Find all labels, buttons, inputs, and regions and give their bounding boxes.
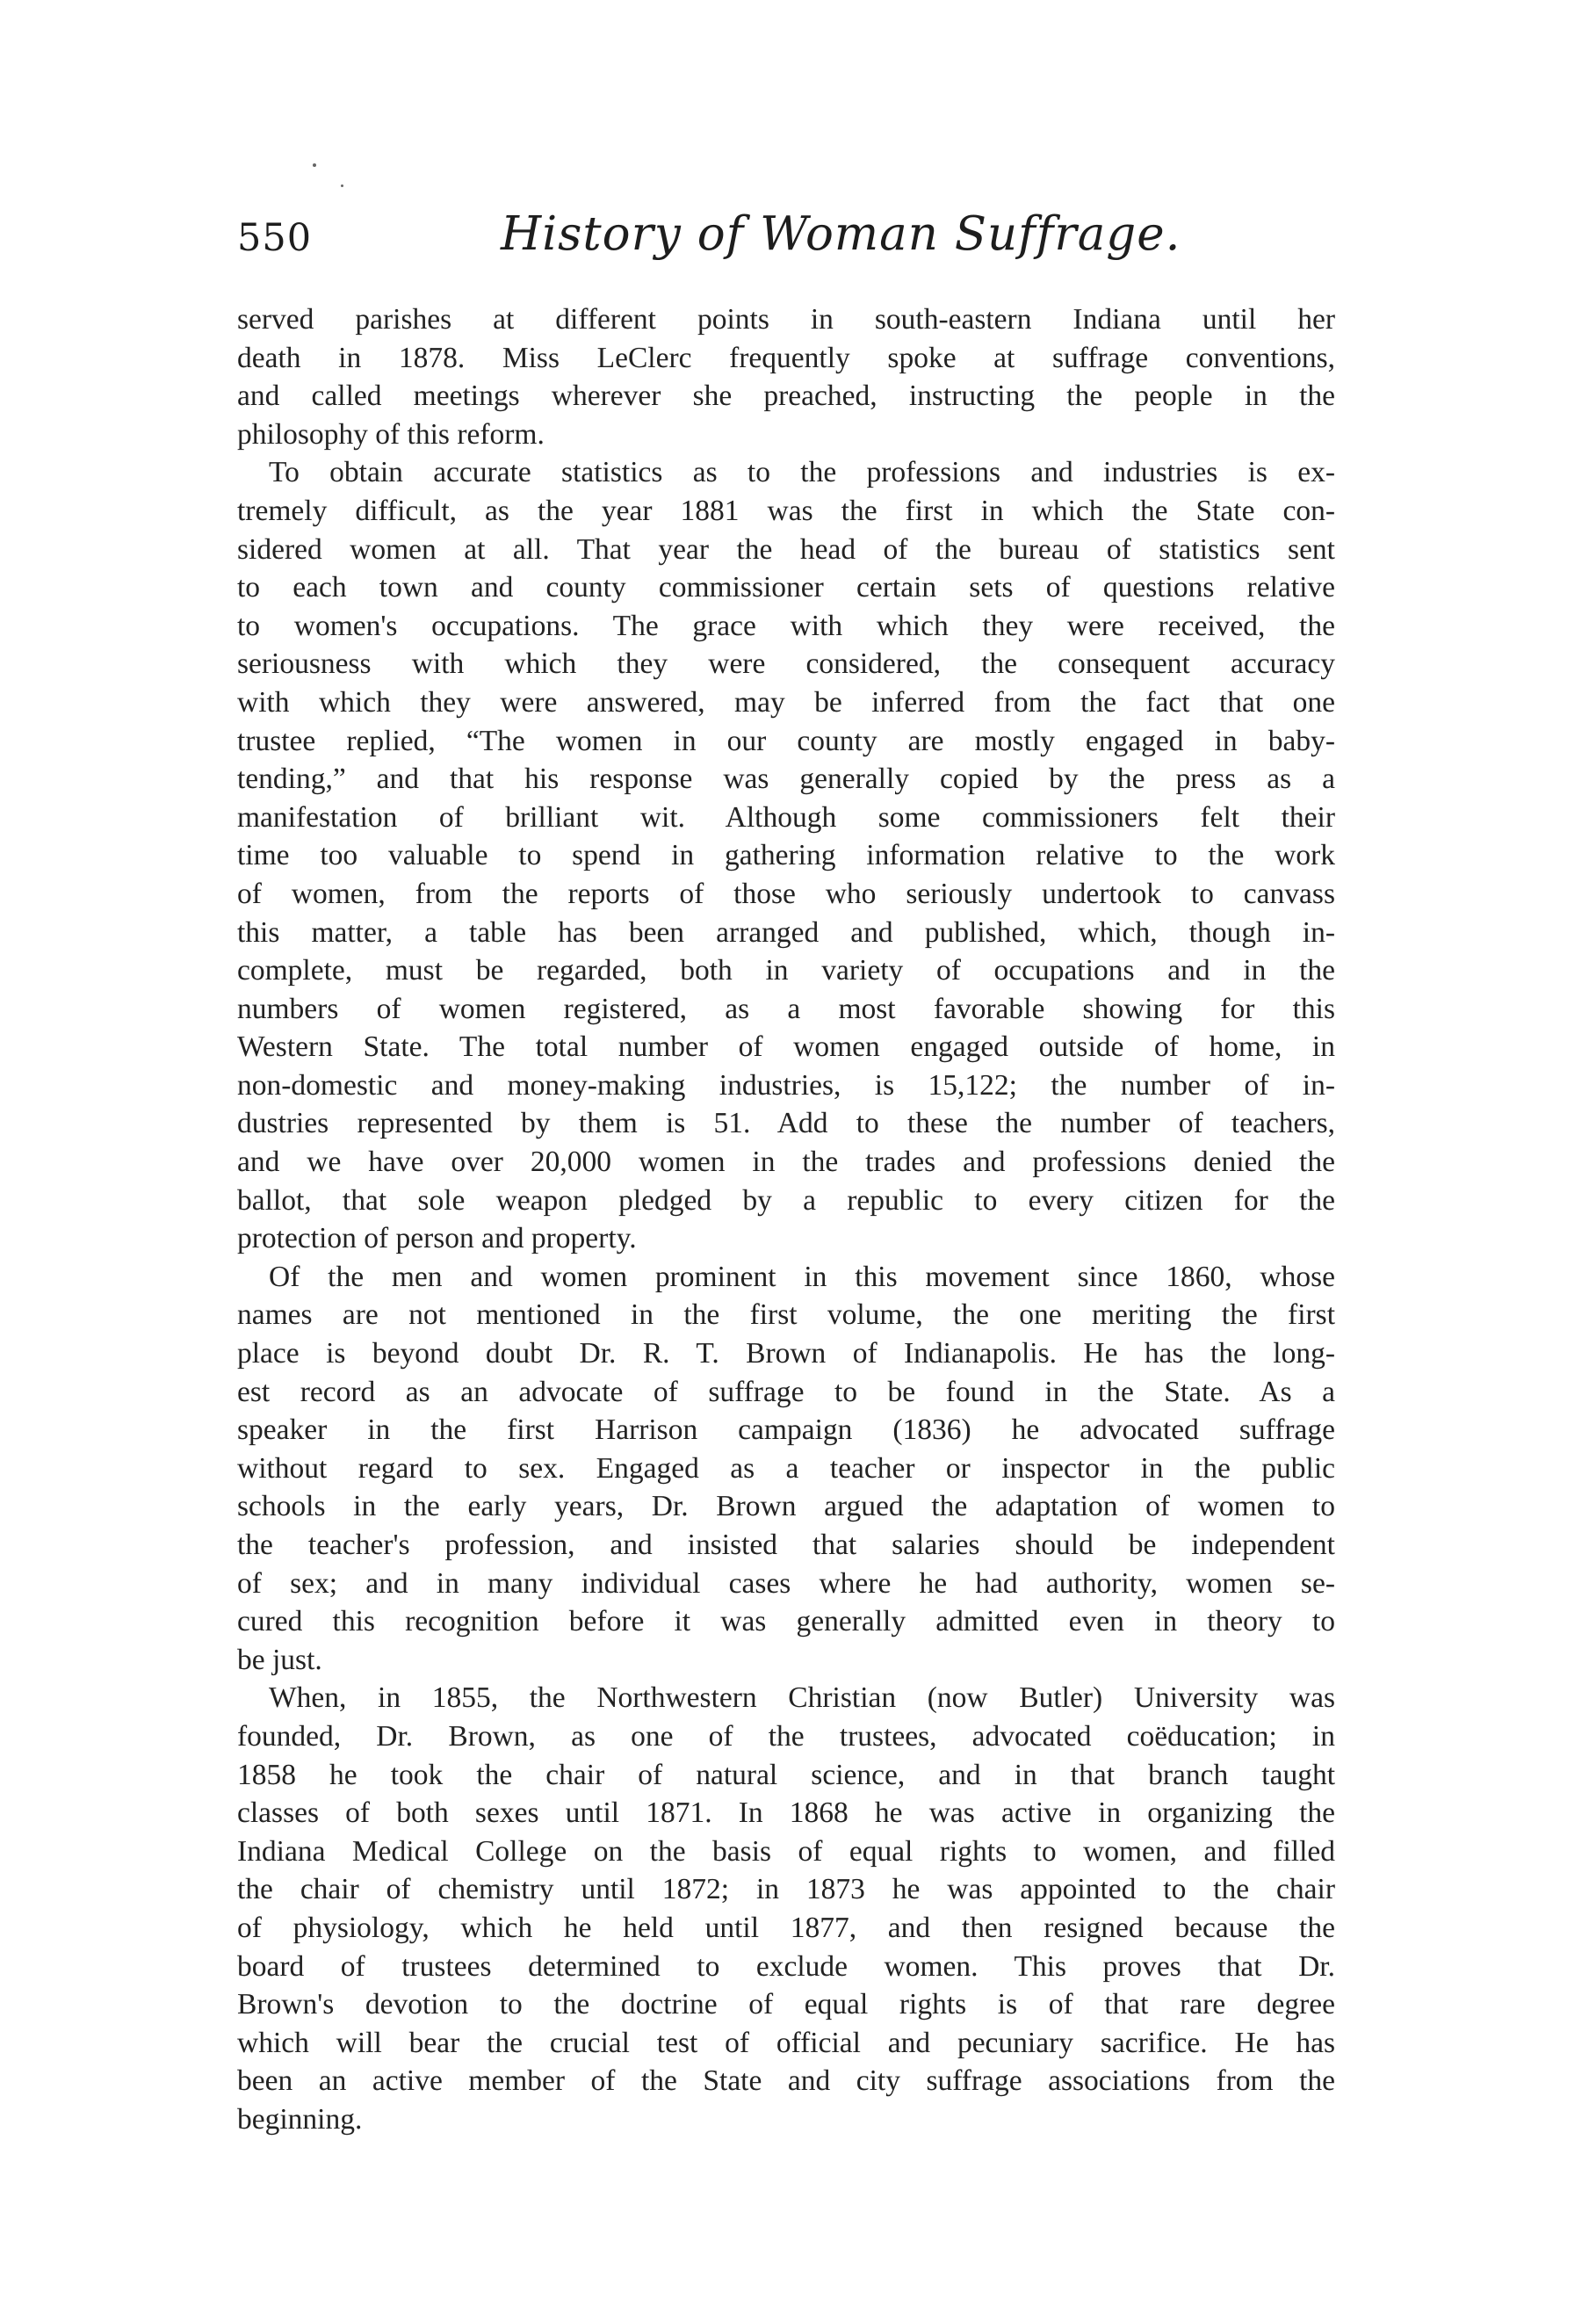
text-line: protection of person and property. [237, 1222, 637, 1255]
text-line: When, in 1855, the Northwestern Christian (now Butler) University was [269, 1681, 1335, 1715]
text-line: Brown's devotion to the doctrine of equal rights is of that rare degree [237, 1988, 1335, 2021]
text-line: tremely difficult, as the year 1881 was the first in which the State con- [237, 494, 1335, 527]
text-line: trustee replied, “The women in our county are mostly engaged in baby- [237, 724, 1335, 757]
text-line: est record as an advocate of suffrage to be found in the State. As a [237, 1375, 1335, 1408]
text-line: of women, from the reports of those who seriously undertook to canvass [237, 877, 1335, 910]
text-line: sidered women at all. That year the head of the bureau of statistics sent [237, 532, 1335, 566]
text-line: ballot, that sole weapon pledged by a republic to every citizen for the [237, 1183, 1335, 1217]
running-title: History of Woman Suffrage. [501, 207, 1181, 261]
text-line: board of trustees determined to exclude women. This proves that Dr. [237, 1949, 1335, 1983]
text-line: beginning. [237, 2102, 363, 2136]
text-line: seriousness with which they were considered, the consequent accuracy [237, 647, 1335, 681]
text-line: schools in the early years, Dr. Brown argued the adaptation of women to [237, 1490, 1335, 1523]
text-line: without regard to sex. Engaged as a teacher or inspector in the public [237, 1451, 1335, 1485]
text-line: to women's occupations. The grace with which they were received, the [237, 609, 1335, 642]
text-line: with which they were answered, may be inferred from the fact that one [237, 685, 1335, 719]
page-header [237, 207, 1335, 278]
text-line: classes of both sexes until 1871. In 1868 he was active in organizing the [237, 1796, 1335, 1830]
text-line: non-domestic and money-making industries, is 15,122; the number of in- [237, 1068, 1335, 1102]
text-line: of physiology, which he held until 1877, and then resigned because the [237, 1911, 1335, 1944]
text-line: and we have over 20,000 women in the trades and professions denied the [237, 1146, 1335, 1179]
text-line: tending,” and that his response was generally copied by the press as a [237, 763, 1335, 796]
text-line: names are not mentioned in the first volume, the one meriting the first [237, 1298, 1335, 1332]
paper-speck [313, 163, 316, 167]
text-line: this matter, a table has been arranged and published, which, though in- [237, 915, 1335, 949]
body-text [237, 300, 1335, 2139]
text-line: the chair of chemistry until 1872; in 1873 he was appointed to the chair [237, 1873, 1335, 1906]
text-line: dustries represented by them is 51. Add to these the number of teachers, [237, 1107, 1335, 1140]
text-line: Indiana Medical College on the basis of equal rights to women, and filled [237, 1834, 1335, 1868]
text-line: manifestation of brilliant wit. Although some commissioners felt their [237, 800, 1335, 834]
text-line: philosophy of this reform. [237, 417, 545, 451]
text-line: numbers of women registered, as a most favorable showing for this [237, 992, 1335, 1025]
text-line: speaker in the first Harrison campaign (1836) he advocated suffrage [237, 1413, 1335, 1447]
text-line: and called meetings wherever she preached, instructing the people in the [237, 380, 1335, 413]
text-line: To obtain accurate statistics as to the professions and industries is ex- [269, 456, 1335, 489]
text-line: Western State. The total number of women engaged outside of home, in [237, 1030, 1335, 1064]
text-line: death in 1878. Miss LeClerc frequently spoke at suffrage conventions, [237, 341, 1335, 374]
text-line: cured this recognition before it was generally admitted even in theory to [237, 1605, 1335, 1638]
text-line: been an active member of the State and city suffrage associations from the [237, 2064, 1335, 2098]
text-line: to each town and county commissioner certain sets of questions relative [237, 571, 1335, 604]
text-line: time too valuable to spend in gathering information relative to the work [237, 839, 1335, 872]
text-line: of sex; and in many individual cases where he had authority, women se- [237, 1566, 1335, 1600]
text-line: served parishes at different points in south-eastern Indiana until her [237, 303, 1335, 336]
text-line: be just. [237, 1643, 322, 1676]
text-line: founded, Dr. Brown, as one of the trustees, advocated coëducation; in [237, 1719, 1335, 1753]
paper-speck [341, 184, 343, 187]
text-line: which will bear the crucial test of official and pecuniary sacrifice. He has [237, 2026, 1335, 2059]
page-number: 550 [237, 216, 313, 260]
text-line: 1858 he took the chair of natural science, and in that branch taught [237, 1758, 1335, 1791]
text-line: Of the men and women prominent in this movement since 1860, whose [269, 1260, 1335, 1293]
text-line: complete, must be regarded, both in variety of occupations and in the [237, 954, 1335, 987]
text-line: place is beyond doubt Dr. R. T. Brown of Indianapolis. He has the long- [237, 1337, 1335, 1370]
text-line: the teacher's profession, and insisted that salaries should be independent [237, 1529, 1335, 1561]
